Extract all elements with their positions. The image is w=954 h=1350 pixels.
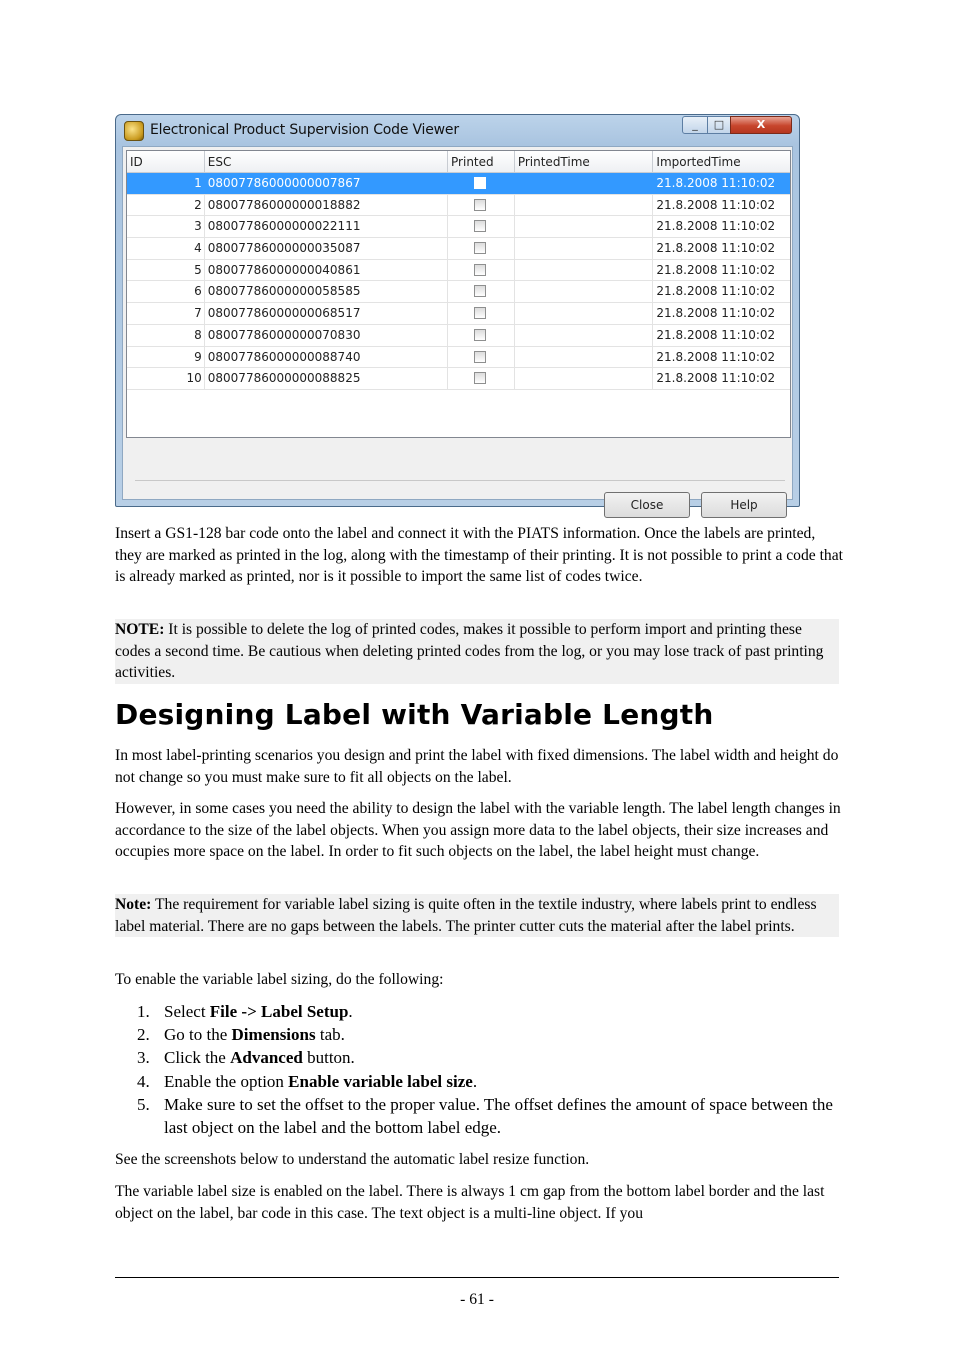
cell-esc: 08007786000000088740 <box>205 347 448 368</box>
paragraph-intro: Insert a GS1-128 bar code onto the label and connect it with the PIATS information. Once the labels are printed, they are marked as printed in the log, along with the timestamp of their printing. It is not possible to print a code that is already marked as printed, nor is it possible to import the same list of codes twice. <box>115 525 843 586</box>
cell-esc: 08007786000000058585 <box>205 281 448 302</box>
cell-imported-time: 21.8.2008 11:10:02 <box>656 176 776 190</box>
cell-id: 10 <box>127 368 205 389</box>
cell-esc: 08007786000000018882 <box>205 195 448 216</box>
paragraph-steps-intro: To enable the variable label sizing, do the following: <box>115 971 444 988</box>
cell-printed-time <box>515 173 654 194</box>
cell-imported-time: 21.8.2008 11:10:02 <box>656 306 776 321</box>
paragraph-variable-length: However, in some cases you need the ability to design the label with the variable length. The label length changes in accordance to the size of the label objects. When you assign more data to the label objects, their size increases and occupies more space on the label. In order to fit such objects on the label, the label height must change. <box>115 800 841 861</box>
step-item: 2. Go to the Dimensions tab. <box>137 1025 345 1045</box>
app-icon <box>124 121 144 141</box>
cell-printed-time <box>515 281 654 302</box>
paragraph-screenshots: See the screenshots below to understand the automatic label resize function. <box>115 1151 590 1168</box>
cell-id: 1 <box>127 173 205 194</box>
maximize-button[interactable]: □ <box>707 116 731 134</box>
cell-imported-time: 21.8.2008 11:10:02 <box>656 371 776 386</box>
cell-id: 3 <box>127 216 205 237</box>
printed-checkbox[interactable] <box>474 199 486 211</box>
paragraph-fixed-dimensions: In most label-printing scenarios you design and print the label with fixed dimensions. The label width and height do not change so you must make sure to fit all objects on the label. <box>115 747 839 786</box>
divider <box>135 480 785 481</box>
cell-esc: 08007786000000007867 <box>205 173 448 194</box>
table-row[interactable] <box>127 260 790 282</box>
cell-id: 8 <box>127 325 205 346</box>
table-row[interactable] <box>127 303 790 325</box>
cell-printed <box>448 281 515 302</box>
section-heading: Designing Label with Variable Length <box>115 698 714 731</box>
cell-imported-time: 21.8.2008 11:10:02 <box>656 197 776 212</box>
printed-checkbox[interactable] <box>474 372 486 384</box>
cell-esc: 08007786000000068517 <box>205 303 448 324</box>
printed-checkbox[interactable] <box>474 220 486 232</box>
minimize-button[interactable]: _ <box>682 116 708 134</box>
cell-printed <box>448 303 515 324</box>
steps-list <box>115 1000 843 1139</box>
table-row[interactable] <box>127 216 790 238</box>
note-label: NOTE: <box>115 621 165 638</box>
cell-esc: 08007786000000088825 <box>205 368 448 389</box>
window-title: Electronical Product Supervision Code Viewer <box>150 122 459 138</box>
page-number: - 61 - <box>460 1291 494 1308</box>
printed-checkbox[interactable] <box>474 329 486 341</box>
cell-printed <box>448 260 515 281</box>
cell-printed-time <box>515 216 654 237</box>
printed-checkbox[interactable] <box>474 307 486 319</box>
cell-printed-time <box>515 260 654 281</box>
cell-esc: 08007786000000022111 <box>205 216 448 237</box>
printed-checkbox[interactable] <box>474 351 486 363</box>
note-box-textile <box>115 894 839 937</box>
column-header-printed[interactable]: Printed <box>448 151 515 172</box>
cell-printed <box>448 368 515 389</box>
cell-imported-time: 21.8.2008 11:10:02 <box>656 241 776 256</box>
table-row[interactable] <box>127 173 790 195</box>
printed-checkbox[interactable] <box>474 177 486 189</box>
footer-rule <box>115 1277 839 1278</box>
cell-printed-time <box>515 195 654 216</box>
step-item: 5. Make sure to set the offset to the proper value. The offset defines the amount of space between the last object on the label and the bottom label edge. <box>137 1094 833 1138</box>
code-viewer-window <box>115 114 800 512</box>
table-row[interactable] <box>127 281 790 303</box>
close-button[interactable]: Close <box>604 492 690 518</box>
column-header-imported-time[interactable]: ImportedTime <box>656 155 741 169</box>
cell-id: 6 <box>127 281 205 302</box>
paragraph-variable-enabled: The variable label size is enabled on the label. There is always 1 cm gap from the bottom label border and the last object on the label, bar code in this case. The text object is a multi-line object. If you <box>115 1183 825 1222</box>
codes-grid[interactable] <box>126 150 791 438</box>
note-box-printed-log <box>115 619 839 684</box>
cell-printed-time <box>515 368 654 389</box>
window-close-button[interactable]: X <box>730 116 792 134</box>
cell-esc: 08007786000000040861 <box>205 260 448 281</box>
note-text: The requirement for variable label sizing is quite often in the textile industry, where labels print to endless label material. There are no gaps between the labels. The printer cutter cuts the material after the label prints. <box>115 896 817 935</box>
window-client-area <box>122 146 793 512</box>
cell-imported-time: 21.8.2008 11:10:02 <box>656 262 776 277</box>
cell-imported-time: 21.8.2008 11:10:02 <box>656 284 776 299</box>
cell-imported-time: 21.8.2008 11:10:02 <box>656 349 776 364</box>
cell-id: 4 <box>127 238 205 259</box>
column-header-esc[interactable]: ESC <box>205 151 448 172</box>
table-row[interactable] <box>127 195 790 217</box>
note-text: It is possible to delete the log of printed codes, makes it possible to perform import and printing these codes a second time. Be cautious when deleting printed codes from the log, or you may lose track of past printing activities. <box>115 621 824 682</box>
cell-id: 2 <box>127 195 205 216</box>
note-label: Note: <box>115 896 152 913</box>
printed-checkbox[interactable] <box>474 242 486 254</box>
cell-id: 5 <box>127 260 205 281</box>
step-item: 1. Select File -> Label Setup. <box>137 1002 353 1021</box>
table-row[interactable] <box>127 238 790 260</box>
step-item: 3. Click the Advanced button. <box>137 1048 355 1068</box>
column-header-id[interactable]: ID <box>127 151 205 172</box>
table-row[interactable] <box>127 368 790 390</box>
cell-printed <box>448 195 515 216</box>
cell-printed <box>448 347 515 368</box>
table-row[interactable] <box>127 347 790 369</box>
cell-printed <box>448 325 515 346</box>
grid-header <box>127 151 790 173</box>
printed-checkbox[interactable] <box>474 264 486 276</box>
cell-esc: 08007786000000035087 <box>205 238 448 259</box>
cell-printed-time <box>515 238 654 259</box>
cell-esc: 08007786000000070830 <box>205 325 448 346</box>
cell-printed <box>448 173 515 194</box>
step-item: 4. Enable the option Enable variable label size. <box>137 1071 478 1091</box>
cell-printed-time <box>515 347 654 368</box>
cell-imported-time: 21.8.2008 11:10:02 <box>656 219 776 234</box>
cell-printed-time <box>515 325 654 346</box>
printed-checkbox[interactable] <box>474 285 486 297</box>
cell-id: 9 <box>127 347 205 368</box>
column-header-printed-time[interactable]: PrintedTime <box>515 151 654 172</box>
cell-imported-time: 21.8.2008 11:10:02 <box>656 327 776 342</box>
cell-id: 7 <box>127 303 205 324</box>
table-row[interactable] <box>127 325 790 347</box>
cell-printed <box>448 238 515 259</box>
cell-printed-time <box>515 303 654 324</box>
cell-printed <box>448 216 515 237</box>
help-button[interactable]: Help <box>701 492 787 518</box>
